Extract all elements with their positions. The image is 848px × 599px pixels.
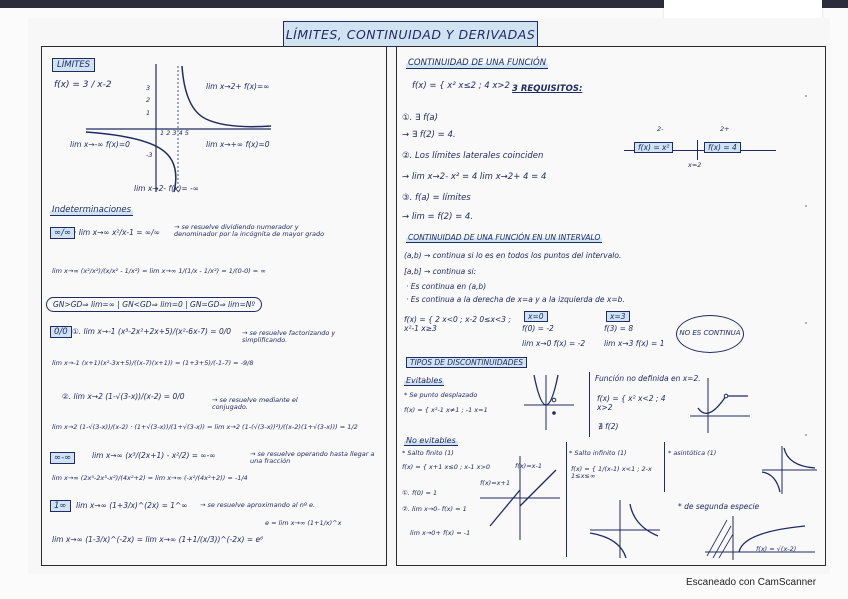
no-definida-hole xyxy=(724,394,728,398)
number-line-left-box: f(x) = x² xyxy=(634,142,673,153)
y-tick-3: 3 xyxy=(146,84,151,92)
zero-note-1: → se resuelve factorizando y simplificando. xyxy=(242,329,336,345)
y-tick-2: 2 xyxy=(146,96,151,104)
requisito-2: ②. Los límites laterales coinciden xyxy=(402,151,544,161)
zero-note-2: → se resuelve mediante el conjugado. xyxy=(212,396,298,412)
salto-label-top: f(x)=x-1 xyxy=(515,462,542,470)
requisito-1-example: → ∃ f(2) = 4. xyxy=(402,130,456,140)
no-definida-curve xyxy=(698,396,726,413)
inf-minus-inf-work: lim x→∞ (2x³-2x³-x²)/(4x²+2) = lim x→∞ (-x²/(4x²+2)) = -1/4 xyxy=(52,474,248,482)
evitable-hole xyxy=(552,398,556,402)
divider-discont-bottom-2 xyxy=(664,442,665,492)
inf-minus-inf-tag: ∞-∞ xyxy=(50,452,75,464)
interval-bullet-1: · Es continua en (a,b) xyxy=(406,282,487,291)
zero-work-2: lim x→2 (1-√(3-x))/(x-2) · (1+√(3-x))/(1+√(3-x)) = lim x→2 (1-(√(3-x))²)/((x-2)(1+√(3-x))) = 1/2 xyxy=(52,423,358,431)
lim-2-minus: lim x→2- f(x)= -∞ xyxy=(134,184,199,193)
interval-closed: [a,b] → continua si: xyxy=(404,267,477,276)
date-stamp xyxy=(740,28,802,38)
x0-box: x=0 xyxy=(524,311,548,322)
scan-dot xyxy=(805,205,807,207)
inf-over-inf-expression: · lim x→∞ x²/x-1 = ∞/∞ xyxy=(74,228,160,237)
evitable-point: * Se punto desplazado xyxy=(404,391,478,399)
asintotica-graph xyxy=(762,446,817,494)
salto-finito-function: f(x) = { x+1 x≤0 ; x-1 x>0 xyxy=(402,463,491,471)
scan-dot xyxy=(805,322,807,324)
scan-dot xyxy=(805,434,807,436)
inf-over-inf-tag: ∞/∞ xyxy=(50,227,75,239)
one-inf-note: → se resuelve aproximando al nº e. xyxy=(200,501,316,509)
limites-heading: LÍMITES xyxy=(52,58,95,72)
salto-left-line xyxy=(490,490,520,526)
lim-plus-infinity: lim x→+∞ f(x)=0 xyxy=(206,140,270,149)
zero-over-zero-tag: 0/0 xyxy=(50,326,72,338)
number-line-right-label: 2+ xyxy=(720,125,730,133)
x0-line-1: f(0) = -2 xyxy=(522,324,554,333)
x3-box: x=3 xyxy=(606,311,630,322)
salto-infinito-title: * Salto infinito (1) xyxy=(569,449,627,457)
x-ticks: 1 2 3 4 5 xyxy=(160,129,189,137)
page-title: LÍMITES, CONTINUIDAD Y DERIVADAS xyxy=(283,21,538,47)
number-line-left-label: 2- xyxy=(657,125,664,133)
camscanner-footer: Escaneado con CamScanner xyxy=(686,577,817,588)
no-definida-function: f(x) = { x² x<2 ; 4 x>2 xyxy=(597,394,666,412)
divider-discont-bottom-1 xyxy=(566,442,567,557)
example-function: f(x) = { 2 x<0 ; x-2 0≤x<3 ; x²-1 x≥3 xyxy=(404,315,511,333)
x0-line-2: lim x→0 f(x) = -2 xyxy=(522,339,586,348)
discontinuidades-heading: TIPOS DE DISCONTINUIDADES xyxy=(406,357,527,368)
salto-f0: ①. f(0) = 1 xyxy=(402,489,438,497)
salto-inf-right-branch xyxy=(630,504,658,536)
no-evitables-heading: No evitables xyxy=(406,436,456,445)
no-definida-note: ∄ f(2) xyxy=(598,422,619,431)
asintotica-title: * asintótica (1) xyxy=(668,449,717,457)
requisito-1: ①. ∃ f(a) xyxy=(402,113,438,123)
one-inf-hint: e = lim x→∞ (1+1/x)^x xyxy=(265,519,342,527)
degree-rule: GN>GD⇒ lim=∞ | GN<GD⇒ lim=0 | GN=GD⇒ lim=Nº xyxy=(46,297,262,312)
inf-over-inf-work: lim x→∞ (x²/x²)/(x/x² - 1/x²) = lim x→∞ 1/(1/x - 1/x²) = 1/(0-0) = ∞ xyxy=(52,267,266,275)
no-definida-graph xyxy=(690,378,750,433)
indeterminaciones-heading: Indeterminaciones xyxy=(52,205,132,215)
evitable-point-dot xyxy=(552,411,556,415)
evitable-graph xyxy=(524,375,574,430)
one-inf-work: lim x→∞ (1-3/x)^(-2x) = lim x→∞ (1+1/(x/3))^(-2x) = e⁶ xyxy=(52,535,264,544)
scan-dot xyxy=(805,95,807,97)
salto-infinito-graph xyxy=(590,500,660,558)
asint-right-branch xyxy=(784,448,815,468)
lim-minus-infinity: lim x→-∞ f(x)=0 xyxy=(70,140,130,149)
zero-item-2: ②. lim x→2 (1-√(3-x))/(x-2) = 0/0 xyxy=(62,392,185,401)
divider-discont-top xyxy=(589,372,590,437)
inf-over-inf-note: → se resuelve dividiendo numerador y denominador por la incógnita de mayor grado xyxy=(174,223,325,239)
one-inf-tag: 1∞ xyxy=(50,500,71,512)
number-line-right-box: f(x) = 4 xyxy=(704,142,741,153)
no-definida-title: Función no definida en x=2. xyxy=(595,374,701,383)
salto-lim-minus: ②. lim x→0- f(x) = 1 xyxy=(402,505,467,513)
y-tick-1: 1 xyxy=(146,109,151,117)
continuidad-heading: CONTINUIDAD DE UNA FUNCIÓN xyxy=(408,58,547,68)
salto-infinito-function: f(x) = { 1/(x-1) x<1 ; 2-x 1≤x≤∞ xyxy=(571,465,652,481)
requisitos-title: 3 REQUISITOS: xyxy=(512,84,583,94)
evitable-function: f(x) = { x²-1 x≠1 ; -1 x=1 xyxy=(404,406,488,414)
segunda-especie-title: * de segunda especie xyxy=(678,502,760,511)
interval-open: (a,b) → continua si lo es en todos los puntos del intervalo. xyxy=(404,251,622,260)
hyperbola-right-branch xyxy=(182,66,271,127)
evitables-heading: Evitables xyxy=(406,376,443,385)
salto-finito-title: * Salto finito (1) xyxy=(402,449,454,457)
number-line-split xyxy=(697,140,698,160)
salto-right-line xyxy=(520,470,556,506)
number-line-center: x=2 xyxy=(688,161,702,169)
salto-inf-left-branch xyxy=(590,533,626,558)
segunda-especie-function: f(x) = √(x-2) xyxy=(756,545,797,553)
requisito-3: ③. f(a) = límites xyxy=(402,193,471,203)
requisito-2-example: → lim x→2- x² = 4 lim x→2+ 4 = 4 xyxy=(402,172,547,182)
x3-line-2: lim x→3 f(x) = 1 xyxy=(604,339,665,348)
salto-label-bottom: f(x)=x+1 xyxy=(480,479,511,487)
fx-definition: f(x) = 3 / x-2 xyxy=(54,80,112,90)
no-continua-bubble: NO ES CONTINUA xyxy=(676,315,744,353)
inf-minus-inf-note: → se resuelve operando hasta llegar a una fracción xyxy=(250,450,375,466)
requisito-3-example: → lim = f(2) = 4. xyxy=(402,212,474,222)
piecewise-function: f(x) = { x² x≤2 ; 4 x>2 xyxy=(412,81,510,91)
x3-line-1: f(3) = 8 xyxy=(604,324,634,333)
asint-left-branch xyxy=(762,472,780,492)
one-inf-expression: lim x→∞ (1+3/x)^(2x) = 1^∞ xyxy=(76,501,188,510)
zero-item-1: ①. lim x→-1 (x³-2x²+2x+5)/(x²-6x-7) = 0/0 xyxy=(72,327,232,336)
zero-work-1: lim x→-1 (x+1)(x²-3x+5)/((x-7)(x+1)) = (1+3+5)/(-1-7) = -9/8 xyxy=(52,359,254,367)
interval-bullet-2: · Es continua a la derecha de x=a y a la izquierda de x=b. xyxy=(406,295,625,304)
intervalo-heading: CONTINUIDAD DE UNA FUNCIÓN EN UN INTERVALO xyxy=(408,233,601,242)
y-tick-minus-3: -3 xyxy=(146,151,153,159)
inf-minus-inf-expression: lim x→∞ (x³/(2x+1) - x²/2) = ∞-∞ xyxy=(92,451,216,460)
lim-2-plus: lim x→2+ f(x)=∞ xyxy=(206,82,270,91)
salto-lim-plus: lim x→0+ f(x) = -1 xyxy=(410,529,471,537)
